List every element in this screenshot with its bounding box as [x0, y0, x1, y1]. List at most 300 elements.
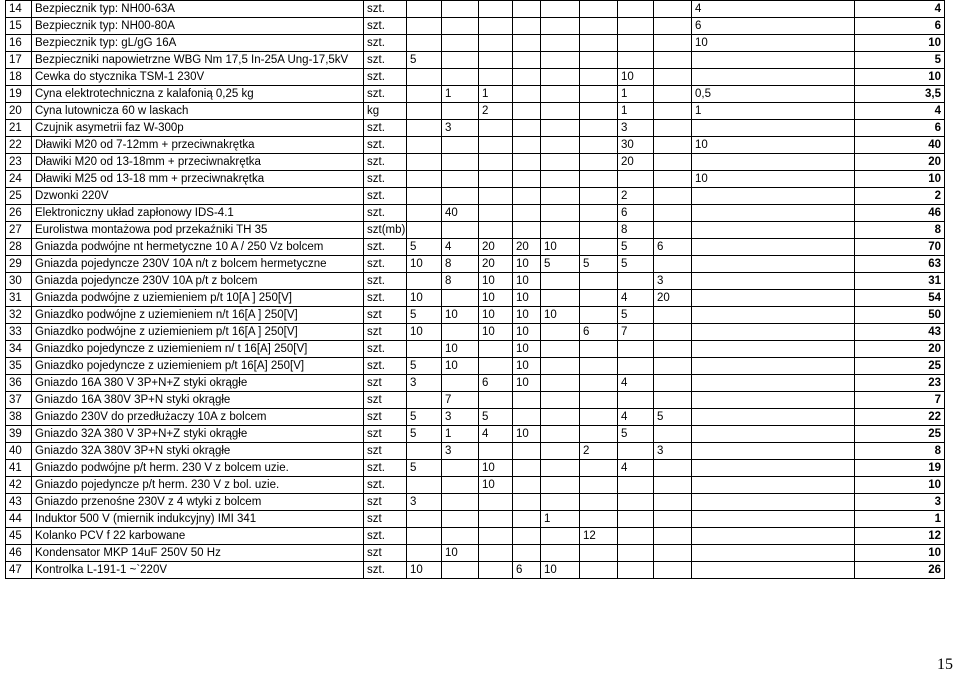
quantity-cell	[541, 103, 580, 120]
quantity-cell: 0,5	[692, 86, 855, 103]
quantity-cell: 12	[580, 528, 618, 545]
quantity-cell: 5	[407, 460, 442, 477]
table-row	[6, 18, 945, 35]
item-unit: szt(mb)	[364, 222, 407, 239]
quantity-cell: 5	[541, 256, 580, 273]
item-name: Dławiki M25 od 13-18 mm + przeciwnakrętka	[32, 171, 364, 188]
quantity-cell	[541, 154, 580, 171]
total-cell: 4	[855, 103, 945, 120]
table-row	[6, 511, 945, 528]
table-row	[6, 443, 945, 460]
quantity-cell	[580, 120, 618, 137]
quantity-cell	[541, 18, 580, 35]
item-unit: szt.	[364, 239, 407, 256]
quantity-cell	[692, 120, 855, 137]
quantity-cell: 3	[407, 375, 442, 392]
quantity-cell	[442, 103, 479, 120]
total-cell: 63	[855, 256, 945, 273]
quantity-cell: 10	[479, 273, 513, 290]
quantity-cell	[442, 35, 479, 52]
quantity-cell	[541, 545, 580, 562]
quantity-cell	[541, 35, 580, 52]
quantity-cell	[479, 171, 513, 188]
quantity-cell: 5	[618, 426, 654, 443]
quantity-cell: 3	[654, 443, 692, 460]
quantity-cell	[479, 528, 513, 545]
quantity-cell	[541, 426, 580, 443]
quantity-cell	[580, 494, 618, 511]
quantity-cell	[407, 392, 442, 409]
quantity-cell	[580, 460, 618, 477]
table-row	[6, 1, 945, 18]
quantity-cell: 10	[407, 290, 442, 307]
item-name: Kontrolka L-191-1 ~`220V	[32, 562, 364, 579]
quantity-cell	[692, 222, 855, 239]
quantity-cell	[618, 528, 654, 545]
quantity-cell: 1	[541, 511, 580, 528]
quantity-cell	[479, 443, 513, 460]
table-row	[6, 358, 945, 375]
table-row	[6, 562, 945, 579]
quantity-cell	[618, 35, 654, 52]
quantity-cell	[692, 205, 855, 222]
quantity-cell	[513, 35, 541, 52]
quantity-cell	[407, 154, 442, 171]
item-unit: szt	[364, 409, 407, 426]
row-number: 15	[6, 18, 32, 35]
quantity-cell	[618, 1, 654, 18]
quantity-cell: 3	[442, 409, 479, 426]
item-name: Bezpiecznik typ: NH00-80A	[32, 18, 364, 35]
quantity-cell	[692, 52, 855, 69]
quantity-cell: 10	[479, 460, 513, 477]
quantity-cell	[513, 205, 541, 222]
quantity-cell	[654, 188, 692, 205]
quantity-cell	[692, 443, 855, 460]
row-number: 46	[6, 545, 32, 562]
quantity-cell: 4	[479, 426, 513, 443]
row-number: 20	[6, 103, 32, 120]
total-cell: 70	[855, 239, 945, 256]
quantity-cell	[513, 69, 541, 86]
total-cell: 54	[855, 290, 945, 307]
table-row	[6, 290, 945, 307]
quantity-cell	[407, 120, 442, 137]
item-unit: szt.	[364, 290, 407, 307]
quantity-cell: 10	[442, 545, 479, 562]
item-unit: szt	[364, 545, 407, 562]
quantity-cell	[513, 154, 541, 171]
quantity-cell	[407, 69, 442, 86]
quantity-cell	[692, 460, 855, 477]
item-name: Gniazdo 32A 380V 3P+N styki okrągłe	[32, 443, 364, 460]
quantity-cell	[541, 409, 580, 426]
quantity-cell: 10	[479, 324, 513, 341]
quantity-cell	[654, 154, 692, 171]
quantity-cell	[541, 375, 580, 392]
item-unit: szt.	[364, 562, 407, 579]
quantity-cell	[580, 137, 618, 154]
item-unit: szt.	[364, 154, 407, 171]
quantity-cell	[541, 358, 580, 375]
item-unit: szt.	[364, 52, 407, 69]
row-number: 19	[6, 86, 32, 103]
item-name: Eurolistwa montażowa pod przekaźniki TH 35	[32, 222, 364, 239]
total-cell: 6	[855, 18, 945, 35]
row-number: 40	[6, 443, 32, 460]
item-name: Gniazdko pojedyncze z uziemieniem n/ t 16[A] 250[V]	[32, 341, 364, 358]
row-number: 41	[6, 460, 32, 477]
table-row	[6, 392, 945, 409]
table-body	[6, 1, 945, 579]
quantity-cell	[541, 1, 580, 18]
total-cell: 25	[855, 358, 945, 375]
quantity-cell	[513, 188, 541, 205]
quantity-cell: 10	[541, 239, 580, 256]
quantity-cell: 40	[442, 205, 479, 222]
table-row	[6, 137, 945, 154]
quantity-cell	[580, 477, 618, 494]
quantity-cell	[654, 341, 692, 358]
quantity-cell	[513, 137, 541, 154]
row-number: 37	[6, 392, 32, 409]
item-name: Cewka do stycznika TSM-1 230V	[32, 69, 364, 86]
table-row	[6, 69, 945, 86]
quantity-cell	[692, 324, 855, 341]
quantity-cell	[541, 392, 580, 409]
item-unit: szt	[364, 324, 407, 341]
quantity-cell	[580, 307, 618, 324]
quantity-cell	[654, 307, 692, 324]
quantity-cell: 10	[618, 69, 654, 86]
total-cell: 26	[855, 562, 945, 579]
quantity-cell	[442, 1, 479, 18]
quantity-cell	[654, 562, 692, 579]
quantity-cell	[618, 477, 654, 494]
quantity-cell: 10	[513, 358, 541, 375]
quantity-cell	[580, 545, 618, 562]
quantity-cell	[580, 205, 618, 222]
row-number: 27	[6, 222, 32, 239]
quantity-cell: 10	[692, 137, 855, 154]
total-cell: 31	[855, 273, 945, 290]
table-row	[6, 426, 945, 443]
quantity-cell	[407, 137, 442, 154]
quantity-cell: 5	[407, 358, 442, 375]
item-unit: szt.	[364, 477, 407, 494]
quantity-cell: 20	[654, 290, 692, 307]
table-row	[6, 222, 945, 239]
row-number: 14	[6, 1, 32, 18]
table-row	[6, 409, 945, 426]
quantity-cell	[618, 511, 654, 528]
quantity-cell	[442, 171, 479, 188]
quantity-cell: 6	[580, 324, 618, 341]
row-number: 32	[6, 307, 32, 324]
quantity-cell	[479, 69, 513, 86]
quantity-cell	[541, 460, 580, 477]
table-row	[6, 239, 945, 256]
item-name: Gniazda pojedyncze 230V 10A n/t z bolcem hermetyczne	[32, 256, 364, 273]
total-cell: 10	[855, 69, 945, 86]
quantity-cell	[479, 222, 513, 239]
quantity-cell	[479, 137, 513, 154]
quantity-cell	[513, 443, 541, 460]
table-row	[6, 341, 945, 358]
item-name: Gniazdo 230V do przedłużaczy 10A z bolcem	[32, 409, 364, 426]
quantity-cell	[618, 171, 654, 188]
quantity-cell	[479, 120, 513, 137]
item-name: Dławiki M20 od 7-12mm + przeciwnakrętka	[32, 137, 364, 154]
total-cell: 22	[855, 409, 945, 426]
quantity-cell: 6	[618, 205, 654, 222]
quantity-cell	[692, 409, 855, 426]
table-row	[6, 205, 945, 222]
quantity-cell	[407, 511, 442, 528]
quantity-cell	[618, 392, 654, 409]
total-cell: 46	[855, 205, 945, 222]
quantity-cell: 5	[618, 307, 654, 324]
quantity-cell	[692, 256, 855, 273]
total-cell: 23	[855, 375, 945, 392]
row-number: 36	[6, 375, 32, 392]
item-name: Gniazdo przenośne 230V z 4 wtyki z bolcem	[32, 494, 364, 511]
quantity-cell	[580, 358, 618, 375]
quantity-cell: 4	[692, 1, 855, 18]
row-number: 23	[6, 154, 32, 171]
quantity-cell	[618, 443, 654, 460]
quantity-cell	[513, 18, 541, 35]
quantity-cell: 10	[692, 171, 855, 188]
row-number: 18	[6, 69, 32, 86]
quantity-cell: 2	[618, 188, 654, 205]
item-name: Cyna lutownicza 60 w laskach	[32, 103, 364, 120]
quantity-cell	[580, 426, 618, 443]
quantity-cell: 1	[442, 86, 479, 103]
quantity-cell	[618, 341, 654, 358]
quantity-cell: 2	[580, 443, 618, 460]
quantity-cell: 3	[442, 120, 479, 137]
quantity-cell	[692, 239, 855, 256]
quantity-cell	[541, 341, 580, 358]
quantity-cell	[618, 358, 654, 375]
total-cell: 8	[855, 443, 945, 460]
quantity-cell	[513, 494, 541, 511]
quantity-cell: 5	[618, 239, 654, 256]
quantity-cell	[407, 477, 442, 494]
table-row	[6, 494, 945, 511]
item-name: Bezpiecznik typ: NH00-63A	[32, 1, 364, 18]
quantity-cell	[692, 188, 855, 205]
quantity-cell	[513, 477, 541, 494]
item-name: Cyna elektrotechniczna z kalafonią 0,25 kg	[32, 86, 364, 103]
total-cell: 10	[855, 545, 945, 562]
quantity-cell	[654, 52, 692, 69]
table-row	[6, 528, 945, 545]
item-unit: kg	[364, 103, 407, 120]
quantity-cell: 6	[654, 239, 692, 256]
table-row	[6, 256, 945, 273]
quantity-cell	[513, 1, 541, 18]
quantity-cell	[541, 188, 580, 205]
quantity-cell	[513, 460, 541, 477]
quantity-cell: 7	[618, 324, 654, 341]
quantity-cell	[513, 103, 541, 120]
quantity-cell: 8	[442, 273, 479, 290]
quantity-cell	[654, 392, 692, 409]
quantity-cell: 10	[513, 426, 541, 443]
total-cell: 12	[855, 528, 945, 545]
quantity-cell	[442, 290, 479, 307]
quantity-cell: 10	[442, 358, 479, 375]
quantity-cell	[618, 273, 654, 290]
quantity-cell	[654, 324, 692, 341]
quantity-cell	[442, 188, 479, 205]
quantity-cell: 6	[479, 375, 513, 392]
item-name: Dławiki M20 od 13-18mm + przeciwnakrętka	[32, 154, 364, 171]
quantity-cell: 10	[513, 324, 541, 341]
quantity-cell	[541, 222, 580, 239]
quantity-cell	[513, 171, 541, 188]
row-number: 38	[6, 409, 32, 426]
item-name: Gniazdo 16A 380 V 3P+N+Z styki okrągłe	[32, 375, 364, 392]
quantity-cell	[654, 69, 692, 86]
quantity-cell: 10	[407, 256, 442, 273]
item-name: Gniazdko pojedyncze z uziemieniem p/t 16[A] 250[V]	[32, 358, 364, 375]
quantity-cell	[580, 171, 618, 188]
quantity-cell	[654, 171, 692, 188]
quantity-cell: 20	[618, 154, 654, 171]
quantity-cell	[407, 18, 442, 35]
item-unit: szt.	[364, 35, 407, 52]
quantity-cell	[654, 222, 692, 239]
quantity-cell	[580, 103, 618, 120]
quantity-cell	[580, 290, 618, 307]
quantity-cell	[407, 171, 442, 188]
item-unit: szt.	[364, 1, 407, 18]
quantity-cell	[580, 222, 618, 239]
quantity-cell	[692, 341, 855, 358]
row-number: 30	[6, 273, 32, 290]
item-unit: szt.	[364, 460, 407, 477]
quantity-cell	[654, 494, 692, 511]
total-cell: 1	[855, 511, 945, 528]
quantity-cell	[654, 460, 692, 477]
item-unit: szt	[364, 307, 407, 324]
quantity-cell	[580, 188, 618, 205]
table-row	[6, 35, 945, 52]
item-name: Kondensator MKP 14uF 250V 50 Hz	[32, 545, 364, 562]
quantity-cell: 6	[692, 18, 855, 35]
item-unit: szt	[364, 426, 407, 443]
quantity-cell	[654, 528, 692, 545]
quantity-cell: 2	[479, 103, 513, 120]
item-unit: szt	[364, 494, 407, 511]
quantity-cell	[407, 545, 442, 562]
row-number: 35	[6, 358, 32, 375]
quantity-cell	[513, 120, 541, 137]
quantity-cell	[407, 528, 442, 545]
total-cell: 40	[855, 137, 945, 154]
quantity-cell	[479, 511, 513, 528]
quantity-cell: 10	[513, 256, 541, 273]
quantity-cell	[442, 324, 479, 341]
quantity-cell	[692, 528, 855, 545]
quantity-cell: 10	[513, 290, 541, 307]
quantity-cell	[654, 477, 692, 494]
item-unit: szt.	[364, 137, 407, 154]
table-row	[6, 324, 945, 341]
materials-table	[5, 0, 945, 579]
total-cell: 3	[855, 494, 945, 511]
quantity-cell: 10	[513, 273, 541, 290]
quantity-cell	[407, 222, 442, 239]
quantity-cell	[580, 1, 618, 18]
row-number: 17	[6, 52, 32, 69]
item-unit: szt.	[364, 528, 407, 545]
total-cell: 4	[855, 1, 945, 18]
row-number: 26	[6, 205, 32, 222]
table-row	[6, 188, 945, 205]
quantity-cell	[654, 103, 692, 120]
quantity-cell	[654, 35, 692, 52]
item-unit: szt.	[364, 69, 407, 86]
quantity-cell	[692, 511, 855, 528]
row-number: 42	[6, 477, 32, 494]
quantity-cell	[442, 562, 479, 579]
quantity-cell: 5	[654, 409, 692, 426]
row-number: 33	[6, 324, 32, 341]
item-unit: szt.	[364, 120, 407, 137]
total-cell: 7	[855, 392, 945, 409]
item-name: Dzwonki 220V	[32, 188, 364, 205]
quantity-cell: 5	[618, 256, 654, 273]
quantity-cell: 5	[580, 256, 618, 273]
row-number: 43	[6, 494, 32, 511]
row-number: 22	[6, 137, 32, 154]
quantity-cell	[654, 86, 692, 103]
quantity-cell	[479, 52, 513, 69]
quantity-cell	[692, 273, 855, 290]
quantity-cell: 4	[618, 409, 654, 426]
quantity-cell: 3	[618, 120, 654, 137]
item-unit: szt.	[364, 358, 407, 375]
total-cell: 20	[855, 341, 945, 358]
quantity-cell	[654, 205, 692, 222]
quantity-cell: 10	[442, 307, 479, 324]
quantity-cell	[541, 205, 580, 222]
quantity-cell	[580, 69, 618, 86]
row-number: 34	[6, 341, 32, 358]
quantity-cell: 1	[618, 103, 654, 120]
item-unit: szt.	[364, 188, 407, 205]
quantity-cell	[580, 239, 618, 256]
quantity-cell	[692, 307, 855, 324]
item-name: Gniazdo 16A 380V 3P+N styki okrągłe	[32, 392, 364, 409]
quantity-cell	[442, 375, 479, 392]
table-row	[6, 545, 945, 562]
quantity-cell	[692, 375, 855, 392]
quantity-cell: 10	[479, 477, 513, 494]
quantity-cell	[692, 562, 855, 579]
quantity-cell	[692, 426, 855, 443]
item-name: Gniazdo podwójne p/t herm. 230 V z bolcem uzie.	[32, 460, 364, 477]
quantity-cell	[618, 52, 654, 69]
quantity-cell	[618, 545, 654, 562]
quantity-cell	[541, 290, 580, 307]
item-name: Gniazda podwójne z uziemieniem p/t 10[A ] 250[V]	[32, 290, 364, 307]
quantity-cell	[479, 35, 513, 52]
